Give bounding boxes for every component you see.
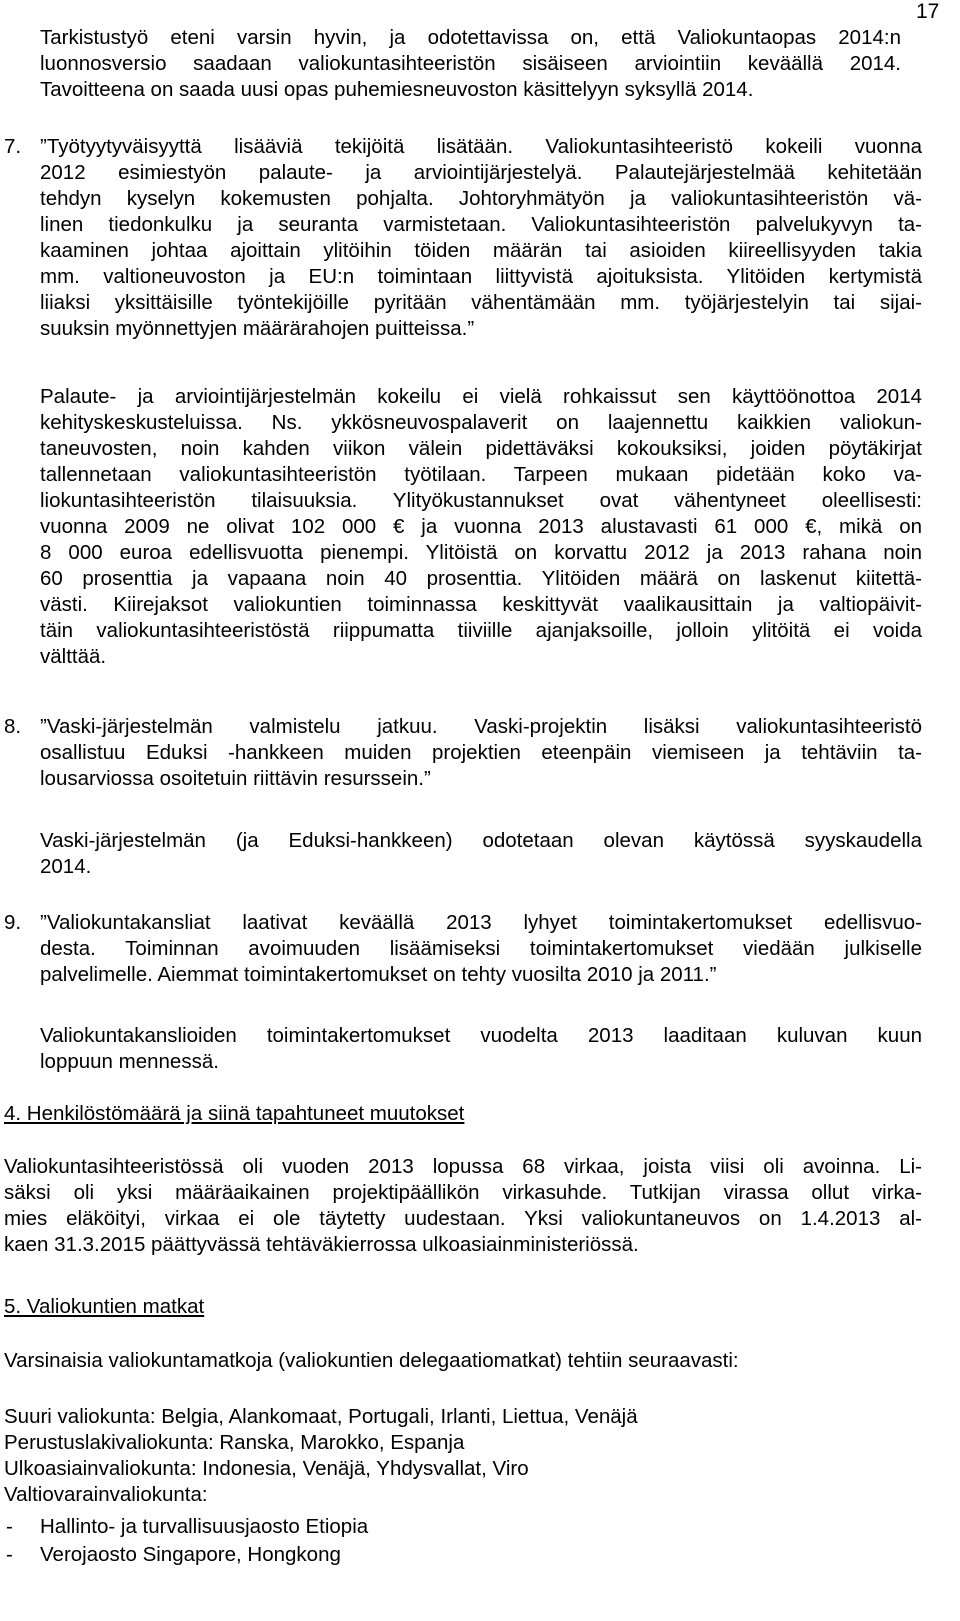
text-line: 8 000 euroa edellisvuotta pienempi. Ylitöistä on korvattu 2012 ja 2013 rahana noin [40, 541, 922, 564]
sub-trip-dash: - [6, 1515, 13, 1538]
sub-trip-text: Hallinto- ja turvallisuusjaosto Etiopia [40, 1515, 369, 1538]
text-line: linen tiedonkulku ja seuranta varmistetaan. Valiokuntasihteeristön palvelukyvyn ta- [40, 213, 922, 236]
text-line: kaaminen johtaa ajoittain ylitöihin töiden määrän tai asioiden kiireellisyyden takia [40, 239, 922, 262]
text-line: suuksin myönnettyjen määrärahojen puitteissa.” [40, 317, 475, 340]
text-line: Valiokuntasihteeristössä oli vuoden 2013 lopussa 68 virkaa, joista viisi oli avoinna. Li- [4, 1155, 922, 1178]
text-line: liiaksi yksittäisille työntekijöille pyritään vähentämään mm. työjärjestelyin tai sijai- [40, 291, 922, 314]
text-line: 60 prosenttia ja vapaana noin 40 prosenttia. Ylitöiden määrä on laskenut kiitettä- [40, 567, 922, 590]
trip-line: Ulkoasiainvaliokunta: Indonesia, Venäjä, Yhdysvallat, Viro [4, 1457, 529, 1480]
trip-line: Valtiovarainvaliokunta: [4, 1483, 208, 1506]
text-line: mies eläköityi, virkaa ei ole täytetty uudestaan. Yksi valiokuntaneuvos on 1.4.2013 al- [4, 1207, 922, 1230]
item-8-number: 8. [4, 715, 22, 738]
text-line: ”Vaski-järjestelmän valmistelu jatkuu. Vaski-projektin lisäksi valiokuntasihteeristö [40, 715, 922, 738]
text-line: kaen 31.3.2015 päättyvässä tehtäväkierrossa ulkoasiainministeriössä. [4, 1233, 639, 1256]
sub-trip-dash: - [6, 1543, 13, 1566]
intro-paragraph [40, 25, 901, 103]
text-line: Vaski-järjestelmän (ja Eduksi-hankkeen) odotetaan olevan käytössä syyskaudella [40, 829, 922, 852]
trip-line: Perustuslakivaliokunta: Ranska, Marokko, Espanja [4, 1431, 465, 1454]
text-line: lousarviossa osoitetuin riittävin resurssein.” [40, 767, 431, 790]
item-9-response [40, 1023, 922, 1075]
item-8-quote [40, 714, 922, 792]
text-line: ”Työtyytyväisyyttä lisääviä tekijöitä lisätään. Valiokuntasihteeristö kokeili vuonna [40, 135, 922, 158]
text-line: palvelimelle. Aiemmat toimintakertomukset on tehty vuosilta 2010 ja 2011.” [40, 963, 717, 986]
text-line: 2012 esimiestyön palaute- ja arviointijärjestelyä. Palautejärjestelmää kehitetään [40, 161, 922, 184]
text-line: tehdyn kyselyn kokemusten pohjalta. Johtoryhmätyön ja valiokuntasihteeristön vä- [40, 187, 922, 210]
item-7-number: 7. [4, 135, 22, 158]
text-line: osallistuu Eduksi -hankkeen muiden projektien eteenpäin viemiseen ja tehtäviin ta- [40, 741, 922, 764]
text-line: desta. Toiminnan avoimuuden lisäämiseksi toimintakertomukset viedään julkiselle [40, 937, 922, 960]
sub-trip-text: Verojaosto Singapore, Hongkong [40, 1543, 341, 1566]
trip-line: Suuri valiokunta: Belgia, Alankomaat, Portugali, Irlanti, Liettua, Venäjä [4, 1405, 638, 1428]
text-line: Tarkistustyö eteni varsin hyvin, ja odotettavissa on, että Valiokuntaopas 2014:n [40, 26, 901, 49]
item-9-number: 9. [4, 911, 22, 934]
text-line: täin valiokuntasihteeristöstä riippumatta tiiviille ajanjaksoille, jolloin ylitöitä ei voida [40, 619, 922, 642]
section-5-intro: Varsinaisia valiokuntamatkoja (valiokuntien delegaatiomatkat) tehtiin seuraavasti: [4, 1349, 739, 1372]
text-line: loppuun mennessä. [40, 1050, 219, 1073]
text-line: Valiokuntakanslioiden toimintakertomukset vuodelta 2013 laaditaan kuluvan kuun [40, 1024, 922, 1047]
item-7-response [40, 384, 922, 670]
section-4-heading: 4. Henkilöstömäärä ja siinä tapahtuneet muutokset [4, 1102, 465, 1125]
section-4-paragraph [4, 1154, 922, 1258]
text-line: mm. valtioneuvoston ja EU:n toimintaan liittyvistä ajoituksista. Ylitöiden kertymistä [40, 265, 922, 288]
text-line: 2014. [40, 855, 92, 878]
text-line: kehityskeskusteluissa. Ns. ykkösneuvospalaverit on laajennettu kaikkien valiokun- [40, 411, 922, 434]
section-5-heading: 5. Valiokuntien matkat [4, 1295, 205, 1318]
item-7-quote [40, 134, 922, 342]
text-line: västi. Kiirejaksot valiokuntien toiminnassa keskittyvät vaalikausittain ja valtiopäivit- [40, 593, 922, 616]
item-8-response [40, 828, 922, 880]
text-line: Palaute- ja arviointijärjestelmän kokeilu ei vielä rohkaissut sen käyttöönottoa 2014 [40, 385, 922, 408]
text-line: liokuntasihteeristön tilaisuuksia. Ylityökustannukset ovat vähentyneet oleellisesti: [40, 489, 922, 512]
text-line: taneuvosten, noin kahden viikon välein pidettäväksi kokouksiksi, joiden pöytäkirjat [40, 437, 922, 460]
text-line: luonnosversio saadaan valiokuntasihteeristön sisäiseen arviointiin keväällä 2014. [40, 52, 901, 75]
text-line: vuonna 2009 ne olivat 102 000 € ja vuonna 2013 alustavasti 61 000 €, mikä on [40, 515, 922, 538]
text-line: säksi oli yksi määräaikainen projektipäällikön virkasuhde. Tutkijan virassa ollut virka- [4, 1181, 922, 1204]
text-line: välttää. [40, 645, 107, 668]
text-line: ”Valiokuntakansliat laativat keväällä 2013 lyhyet toimintakertomukset edellisvuo- [40, 911, 922, 934]
text-line: tallennetaan valiokuntasihteeristön työtilaan. Tarpeen mukaan pidetään koko va- [40, 463, 922, 486]
text-line: Tavoitteena on saada uusi opas puhemiesneuvoston käsittelyyn syksyllä 2014. [40, 78, 754, 101]
item-9-quote [40, 910, 922, 988]
page-number: 17 [916, 0, 940, 23]
